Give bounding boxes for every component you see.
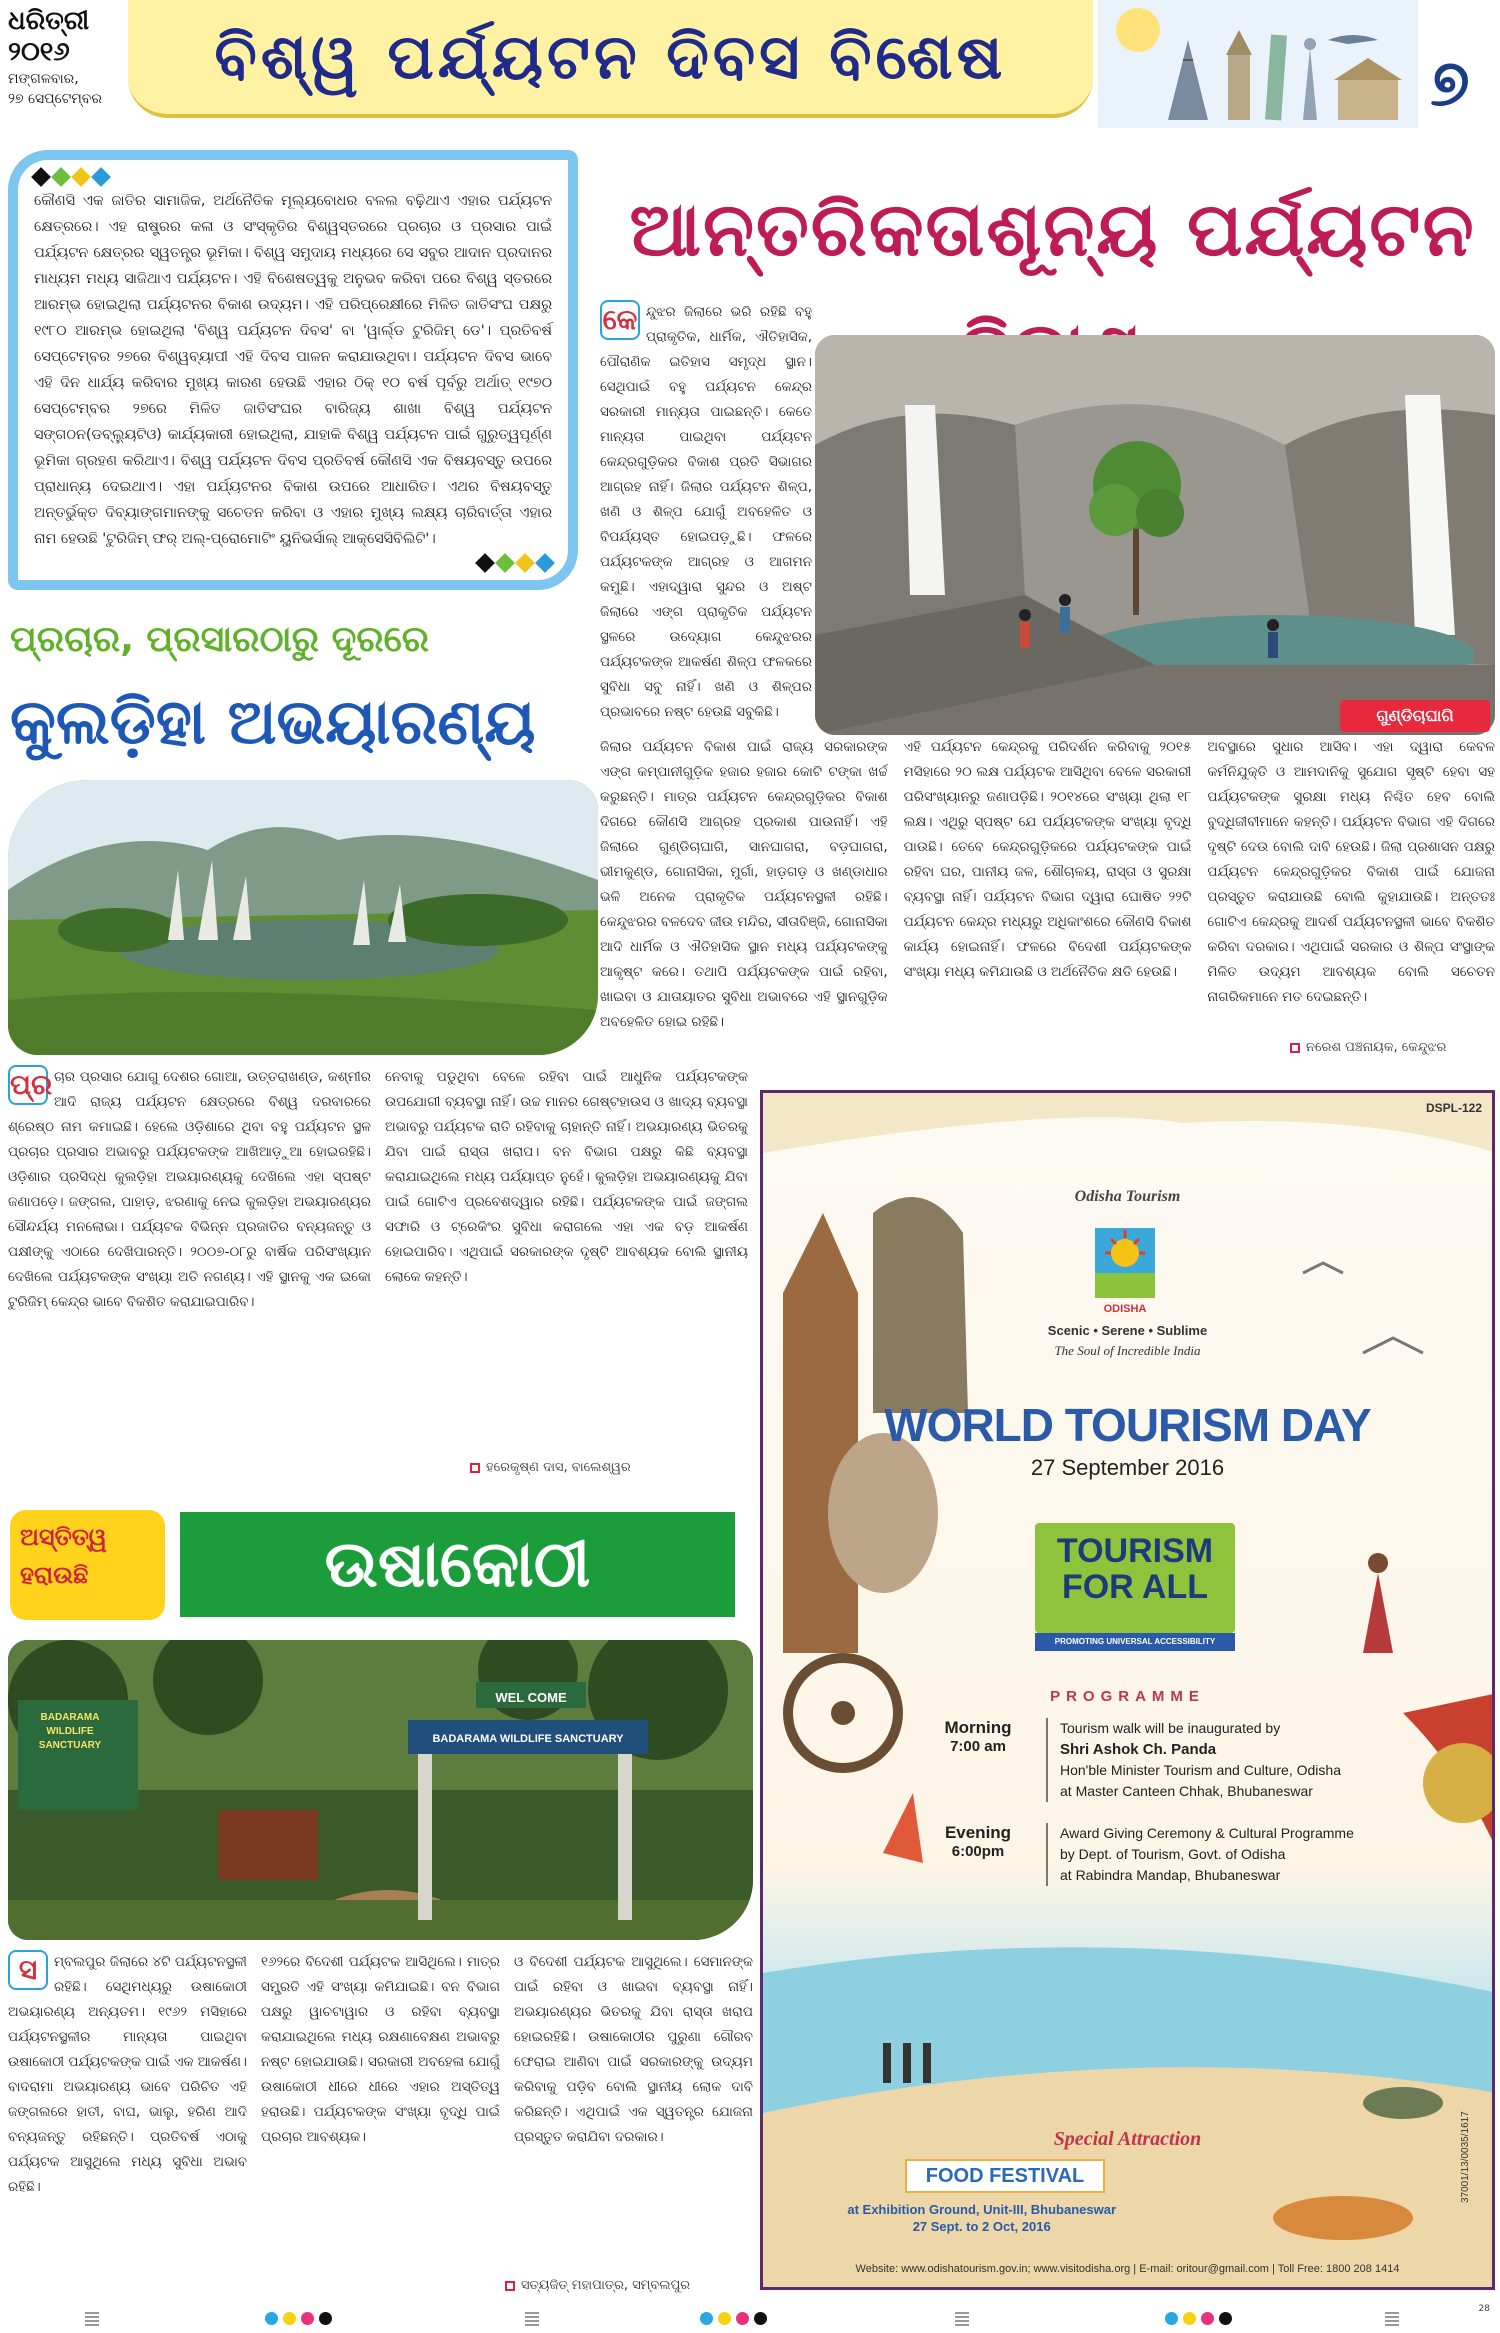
byline xyxy=(470,1460,750,1482)
byline xyxy=(1290,1040,1500,1062)
logo-wordmark: ODISHA xyxy=(1103,1303,1147,1315)
tourism-advertisement xyxy=(760,1090,1495,2290)
theme-line: FOR ALL xyxy=(1061,1568,1209,1606)
advert-date: 27 September 2016 xyxy=(1030,1455,1225,1480)
magenta-dot-icon xyxy=(736,2312,749,2325)
evening-label: Evening xyxy=(944,1823,1012,1842)
advert-brand: Odisha Tourism xyxy=(1074,1188,1181,1205)
story-column xyxy=(8,1065,371,1460)
color-registration-marks xyxy=(1165,2312,1232,2325)
theme-logo xyxy=(1035,1523,1235,1633)
morning-programme xyxy=(928,1718,1368,1802)
byline-marker-icon xyxy=(1290,1043,1300,1053)
registration-mark-icon xyxy=(1385,2312,1399,2326)
ushakothi-title: ଉଷାକୋଠୀ xyxy=(180,1512,735,1617)
byline-text: ହରେକୃଷ୍ଣ ଦାସ, ବାଲେଶ୍ୱର xyxy=(486,1460,631,1475)
evening-details xyxy=(1046,1823,1368,1886)
byline-marker-icon xyxy=(470,1463,480,1473)
story-columns xyxy=(600,735,1495,1045)
section-banner xyxy=(128,0,1093,118)
photo-caption: ଗୁଣ୍ଡିଚାଘାଗି xyxy=(1340,700,1490,732)
diamond-icon xyxy=(91,167,111,187)
yellow-dot-icon xyxy=(718,2312,731,2325)
black-dot-icon xyxy=(319,2312,332,2325)
evening-programme xyxy=(928,1823,1368,1886)
registration-mark-icon xyxy=(85,2312,99,2326)
advert-title: WORLD TOURISM DAY xyxy=(884,1399,1371,1451)
masthead-brand xyxy=(8,6,123,136)
gate-arch-sign: BADARAMA WILDLIFE SANCTUARY xyxy=(432,1733,624,1745)
page-footer xyxy=(0,2300,1500,2333)
ushakothi-tag-line: ହରାଉଛି xyxy=(20,1561,89,1589)
morning-line: Tourism walk will be inaugurated by xyxy=(1060,1720,1281,1736)
intro-ornament-top xyxy=(34,170,552,184)
byline-marker-icon xyxy=(505,2281,515,2291)
diamond-icon xyxy=(535,553,555,573)
theme-subtitle: PROMOTING UNIVERSAL ACCESSIBILITY xyxy=(1035,1633,1235,1651)
evening-line: Award Giving Ceremony & Cultural Programme xyxy=(1060,1825,1354,1841)
sanctuary-info-board: BADARAMA WILDLIFE SANCTUARY xyxy=(38,1712,102,1751)
byline-text: ସତ୍ୟଜିତ୍ ମହାପାତ୍ର, ସମ୍ବଲପୁର xyxy=(521,2278,691,2293)
morning-line: Hon'ble Minister Tourism and Culture, Odisha xyxy=(1060,1762,1341,1778)
morning-time: 7:00 am xyxy=(950,1738,1006,1755)
evening-line: at Rabindra Mandap, Bhubaneswar xyxy=(1060,1867,1281,1883)
morning-label: Morning xyxy=(944,1718,1012,1737)
intro-text: କୌଣସି ଏକ ଜାତିର ସାମାଜିକ, ଅର୍ଥନୈତିକ ମୂଲ୍ୟବୋଧର ବଳଲ ବଢ଼ିଥାଏ ଏହାର ପର୍ଯ୍ୟଟନ କ୍ଷେତ୍ରରେ। ଏହ ରାଷ୍ଟ୍ରର କଳା ଓ ସଂସ୍କୃତିର ବିଶ୍ୱସ୍ତରରେ ପ୍ରଚାର ଓ ପ୍ରସାର ପାଇଁ ପର୍ଯ୍ୟଟନ କ୍ଷେତ୍ରର ସ୍ୱତନ୍ତ୍ର ଭୂମିକା। ବିଶ୍ୱ ସମୁଦାୟ ମଧ୍ୟରେ ସେ ସବୁର ଆଦାନ ପ୍ରଦାନର ମାଧ୍ୟମ ମଧ୍ୟ ସାଜିଥାଏ ପର୍ଯ୍ୟଟନ। ଏହି ବିଶେଷତ୍ୱକୁ ଅନୁଭବ କରିବା ପରେ ବିଶ୍ୱ ସ୍ତରରେ ଆରମ୍ଭ ହୋଇଥିଲା ପର୍ଯ୍ୟଟନର ବିକାଶ ଉଦ୍ୟମ। ଏହି ପରିପ୍ରେକ୍ଷୀରେ ମିଳିତ ଜାତିସଂଘ ପକ୍ଷରୁ ୧୯୮୦ ଆରମ୍ଭ ହୋଇଥିଲା 'ବିଶ୍ୱ ପର୍ଯ୍ୟଟନ ଦିବସ' ବା 'ୱାର୍ଲ୍ଡ ଟୁରିଜିମ୍ ଡେ'। ପ୍ରତିବର୍ଷ ସେପ୍ଟେମ୍ବର ୨୭ରେ ବିଶ୍ୱବ୍ୟାପୀ ଏହି ଦିବସ ପାଳନ କରାଯାଉଥିବା। ପର୍ଯ୍ୟଟନ ଦିବସ ଭାବେ ଏହି ଦିନ ଧାର୍ଯ୍ୟ କରିବାର ମୁଖ୍ୟ କାରଣ ହେଉଛି ଏହାର ଠିକ୍ ୧୦ ବର୍ଷ ପୂର୍ବରୁ ଅର୍ଥାତ୍ ୧୯୭୦ ସେପ୍ଟେମ୍ବର ୨୭ରେ ମିଳିତ ଜାତିସଂଘର ବାରିଜ୍ୟ ଶାଖା ବିଶ୍ୱ ପର୍ଯ୍ୟଟନ ସଙ୍ଗଠନ(ଡବ୍ଲ୍ୟୁଟିଓ) କାର୍ଯ୍ୟକାରୀ ହୋଇଥିଲା, ଯାହାକି ବିଶ୍ୱ ପର୍ଯ୍ୟଟନ ପାଇଁ ଗୁରୁତ୍ୱପୂର୍ଣ୍ଣ ଭୂମିକା ଗ୍ରହଣ କରିଥାଏ। ବିଶ୍ୱ ପର୍ଯ୍ୟଟନ ଦିବସ ପ୍ରତିବର୍ଷ କୌଣସି ଏକ ବିଷୟବସ୍ତୁ ଉପରେ ପ୍ରାଧାନ୍ୟ ଦେଇଥାଏ। ଏହା ପର୍ଯ୍ୟଟନର ବିକାଶ ଉପରେ ଆଧାରିତ। ଏଥର ବିଷୟବସ୍ତୁ ଅନ୍ତର୍ଭୁକ୍ତ ଦିବ୍ୟାଙ୍ଗମାନଙ୍କୁ ସଚେତନ କରିବା ଓ ଏହାର ମୁଖ୍ୟ ଲକ୍ଷ୍ୟ ଚାରିବାର୍ତ୍ତା ଏହାର ନାମ ହେଉଛି 'ଟୁରିଜିମ୍ ଫର୍ ଅଲ୍-ପ୍ରୋମୋଟିଂ ୟୁନିଭର୍ସାଲ୍ ଆକ୍ସେସିବିଲିଟି'। xyxy=(34,193,552,547)
section-banner-title: ବିଶ୍ୱ ପର୍ଯ୍ୟଟନ ଦିବସ ବିଶେଷ xyxy=(214,20,1007,93)
magenta-dot-icon xyxy=(301,2312,314,2325)
diamond-icon xyxy=(31,167,51,187)
morning-line: at Master Canteen Chhak, Bhubaneswar xyxy=(1060,1783,1313,1799)
food-festival: FOOD FESTIVAL xyxy=(905,2159,1105,2193)
edition-year: ୨୦୧୬ xyxy=(8,37,70,67)
black-dot-icon xyxy=(754,2312,767,2325)
venue-dates: 27 Sept. to 2 Oct, 2016 xyxy=(912,2219,1051,2234)
ushakothi-tag xyxy=(10,1510,165,1620)
drop-cap: ପ୍ର xyxy=(8,1065,48,1105)
diamond-icon xyxy=(475,553,495,573)
theme-line: TOURISM xyxy=(1056,1532,1214,1570)
morning-details xyxy=(1046,1718,1368,1802)
programme-heading: PROGRAMME xyxy=(1050,1688,1205,1705)
cyan-dot-icon xyxy=(1165,2312,1178,2325)
intro-ornament-bottom xyxy=(34,556,552,570)
kuldiha-landscape-photo xyxy=(8,780,598,1055)
advert-tagline-secondary: The Soul of Incredible India xyxy=(1054,1343,1201,1358)
yellow-dot-icon xyxy=(283,2312,296,2325)
morning-guest: Shri Ashok Ch. Panda xyxy=(1060,1741,1217,1758)
story-column: ଏହି ପର୍ଯ୍ୟଟନ କେନ୍ଦ୍ରକୁ ପରିଦର୍ଶନ କରିବାକୁ ୨୦୧୫ ମସିହାରେ ୨୦ ଲକ୍ଷ ପର୍ଯ୍ୟଟକ ଆସିଥିବା ବେଳେ ସରକାରୀ ପରିସଂଖ୍ୟାନରୁ ଜଣାପଡ଼ିଛି। ୨୦୧୪ରେ ସଂଖ୍ୟା ଥିଲା ୧୮ ଲକ୍ଷ। ଏଥିରୁ ସ୍ପଷ୍ଟ ଯେ ପର୍ଯ୍ୟଟକଙ୍କ ସଂଖ୍ୟା ବୃଦ୍ଧି ପାଉଛି। ତେବେ କେନ୍ଦ୍ରଗୁଡ଼ିକରେ ପର୍ଯ୍ୟଟକଙ୍କ ପାଇଁ ରହିବା ଘର, ପାନୀୟ ଜଳ, ଶୌଚାଳୟ, ରାସ୍ତା ଓ ସୁରକ୍ଷା ବ୍ୟବସ୍ଥା ନାହିଁ। ପର୍ଯ୍ୟଟନ ବିଭାଗ ଦ୍ୱାରା ଘୋଷିତ ୨୨ଟି ପର୍ଯ୍ୟଟନ କେନ୍ଦ୍ର ମଧ୍ୟରୁ ଅଧିକାଂଶରେ କୌଣସି ବିକାଶ କାର୍ଯ୍ୟ ହୋଇନାହିଁ। ଫଳରେ ବିଦେଶୀ ପର୍ଯ୍ୟଟକଙ୍କ ସଂଖ୍ୟା ମଧ୍ୟ କମିଯାଉଛି ଓ ଅର୍ଥନୈତିକ କ୍ଷତି ହେଉଛି। xyxy=(903,739,1192,980)
edition-weekday: ମଙ୍ଗଳବାର, xyxy=(8,71,79,87)
ushakothi-story xyxy=(8,1950,753,2280)
diamond-icon xyxy=(71,167,91,187)
yellow-dot-icon xyxy=(1183,2312,1196,2325)
story-column: ନେବାକୁ ପଡୁଥିବା ବେଳେ ରହିବା ପାଇଁ ଆଧୁନିକ ପର୍ଯ୍ୟଟକଙ୍କ ଉପଯୋଗୀ ବ୍ୟବସ୍ଥା ନାହିଁ। ଉଚ୍ଚ ମାନର ଗେଷ୍ଟହାଉସ ଓ ଖାଦ୍ୟ ବ୍ୟବସ୍ଥା ଅଭାବରୁ ପର୍ଯ୍ୟଟକ ରାତି ରହିବାକୁ ଚାହାନ୍ତି ନାହିଁ। ଅଭୟାରଣ୍ୟ ଭିତରକୁ ଯିବା ପାଇଁ ରାସ୍ତା ଖରାପ। ବନ ବିଭାଗ ପକ୍ଷରୁ କିଛି ବ୍ୟବସ୍ଥା କରାଯାଇଥିଲେ ମଧ୍ୟ ପର୍ଯ୍ୟାପ୍ତ ନୁହେଁ। କୁଲଡ଼ିହା ଅଭୟାରଣ୍ୟକୁ ଯିବା ପାଇଁ ଗୋଟିଏ ପ୍ରବେଶଦ୍ୱାର ରହିଛି। ପର୍ଯ୍ୟଟକଙ୍କ ପାଇଁ ଜଙ୍ଗଲ ସଫାରି ଓ ଟ୍ରେକିଂର ସୁବିଧା କରାଗଲେ ଏହା ଏକ ବଡ଼ ଆକର୍ଷଣ ହୋଇପାରିବ। ଏଥିପାଇଁ ସରକାରଙ୍କ ଦୃଷ୍ଟି ଆବଶ୍ୟକ ବୋଲି ସ୍ଥାନୀୟ ଲୋକେ କହନ୍ତି। xyxy=(385,1069,748,1285)
kuldiha-story xyxy=(8,1065,748,1460)
story-lead-text: ନ୍ଦୁଝର ଜିଲାରେ ଭରି ରହିଛି ବହୁ ପ୍ରାକୃତିକ, ଧାର୍ମିକ, ଐତିହାସିକ, ପୌରାଣିକ ଇତିହାସ ସମୃଦ୍ଧ ସ୍ଥାନ। ସେଥିପାଇଁ ବହୁ ପର୍ଯ୍ୟଟନ କେନ୍ଦ୍ର ସରକାରୀ ମାନ୍ୟତା ପାଇଛନ୍ତି। କେତେ ମାନ୍ୟତା ପାଇଥିବା ପର୍ଯ୍ୟଟନ କେନ୍ଦ୍ରଗୁଡ଼ିକର ବିକାଶ ପ୍ରତି ସିଭାଗର ଆଗ୍ରହ ନାହିଁ। ଜିଲାର ପର୍ଯ୍ୟଟନ ଶିଳ୍ପ, ଖଣି ଓ ଶିଳ୍ପ ଯୋଗୁଁ ଅବହେଳିତ ଓ ବିପର୍ଯ୍ୟସ୍ତ ହୋଇପଡ଼ୁଛି। ଫଳରେ ପର୍ଯ୍ୟଟକଙ୍କ ଆଗ୍ରହ ଓ ଆଗମନ କମୁଛି। ଏହାଦ୍ୱାରା ସୁନ୍ଦର ଓ ଅଷ୍ଟ ଜିଲାରେ ଏଙ୍ଗ ପ୍ରାକୃତିକ ପର୍ଯ୍ୟଟନ ସ୍ଥଳରେ ଉଦ୍ୟୋଗ କେନ୍ଦୁଝରର ପର୍ଯ୍ୟଟକଙ୍କ ଆକର୍ଷଣ ଶିଳ୍ପ ଫଳକରେ ସୁବିଧା ସବୁ ନାହିଁ। ଖଣି ଓ ଶିଳ୍ପର ପ୍ରଭାବରେ ନଷ୍ଟ ହେଉଛି ସବୁକିଛି। xyxy=(600,304,812,720)
morning-slot xyxy=(928,1718,1028,1802)
advert-tagline: Scenic • Serene • Sublime xyxy=(1047,1323,1208,1338)
story-headline: ଆନ୍ତରିକତାଶୂନ୍ୟ ପର୍ଯ୍ୟଟନ xyxy=(629,187,1476,273)
story-column: ୧୬୨ରେ ବିଦେଶୀ ପର୍ଯ୍ୟଟକ ଆସିଥିଲେ। ମାତ୍ର ସମ୍ପ୍ରତି ଏହି ସଂଖ୍ୟା କମିଯାଇଛି। ବନ ବିଭାଗ ପକ୍ଷରୁ ୱାଚଟାୱାର ଓ ରହିବା ବ୍ୟବସ୍ଥା କରାଯାଇଥିଲେ ମଧ୍ୟ ରକ୍ଷଣାବେକ୍ଷଣ ଅଭାବରୁ ନଷ୍ଟ ହୋଇଯାଉଛି। ସରକାରୀ ଅବହେଳା ଯୋଗୁଁ ଉଷାକୋଠୀ ଧୀରେ ଧୀରେ ଏହାର ଅସ୍ତିତ୍ୱ ହରାଉଛି। ପର୍ଯ୍ୟଟକଙ୍କ ସଂଖ୍ୟା ବୃଦ୍ଧି ପାଇଁ ପ୍ରଚାର ଆବଶ୍ୟକ। xyxy=(261,1954,500,2145)
cyan-dot-icon xyxy=(265,2312,278,2325)
black-dot-icon xyxy=(1219,2312,1232,2325)
paper-name: ଧରିତ୍ରୀ xyxy=(8,6,90,36)
story-column-text: ମ୍ବଲପୁର ଜିଲାରେ ୪ଟି ପର୍ଯ୍ୟଟନସ୍ଥଳୀ ରହିଛି। ସେଥିମଧ୍ୟରୁ ଉଷାକୋଠୀ ଅଭୟାରଣ୍ୟ ଅନ୍ୟତମ। ୧୯୬୨ ମସିହାରେ ପର୍ଯ୍ୟଟନସ୍ଥଳୀର ମାନ୍ୟତା ପାଇଥିବା ଉଷାକୋଠୀ ପର୍ଯ୍ୟଟକଙ୍କ ପାଇଁ ଏକ ଆକର୍ଷଣ। ବାଦରାମା ଅଭୟାରଣ୍ୟ ଭାବେ ପରିଚିତ ଏହି ଜଙ୍ଗଲରେ ହାତୀ, ବାଘ, ଭାଲୁ, ହରିଣ ଆଦି ବନ୍ୟଜନ୍ତୁ ରହିଛନ୍ତି। ପ୍ରତିବର୍ଷ ଏଠାକୁ ପର୍ଯ୍ୟଟକ ଆସୁଥିଲେ ମଧ୍ୟ ସୁବିଧା ଅଭାବ ରହିଛି। xyxy=(8,1954,247,2195)
byline xyxy=(505,2278,755,2300)
diamond-icon xyxy=(51,167,71,187)
story-column-text: ଚାର ପ୍ରସାର ଯୋଗୁ ଦେଶର ଗୋଆ, ଉତ୍ତରାଖଣ୍ଡ, କଶ୍ମୀର ଆଦି ରାଜ୍ୟ ପର୍ଯ୍ୟଟନ କ୍ଷେତ୍ରରେ ବିଶ୍ୱ ଦରବାରରେ ଶ୍ରେଷ୍ଠ ନାମ କମାଇଛି। ହେଲେ ଓଡ଼ିଶାରେ ଥିବା ବହୁ ପର୍ଯ୍ୟଟନ ସ୍ଥଳ ପ୍ରଚାର ପ୍ରସାର ଅଭାବରୁ ପର୍ଯ୍ୟଟକଙ୍କ ଆଖିଆଡ଼ୁଆ ହୋଇରହିଛି। ଓଡ଼ିଶାର ପ୍ରସିଦ୍ଧ କୁଲଡ଼ିହା ଅଭୟାରଣ୍ୟକୁ ଦେଖିଲେ ଏହା ସ୍ପଷ୍ଟ ଜଣାପଡ଼େ। ଜଙ୍ଗଲ, ପାହାଡ଼, ଝରଣାକୁ ନେଇ କୁଲଡ଼ିହା ଅଭୟାରଣ୍ୟର ସୌନ୍ଦର୍ଯ୍ୟ ମନଲୋଭା। ପର୍ଯ୍ୟଟକ ବିଭିନ୍ନ ପ୍ରଜାତିର ବନ୍ୟଜନ୍ତୁ ଓ ପକ୍ଷୀଙ୍କୁ ଏଠାରେ ଦେଖିପାରନ୍ତି। ୨୦୦୭-୦୮ରୁ ବାର୍ଷିକ ପରିସଂଖ୍ୟାନ ଦେଖିଲେ ପର୍ଯ୍ୟଟକଙ୍କ ସଂଖ୍ୟା ଅତି ନଗଣ୍ୟ। ଏହି ସ୍ଥାନକୁ ଏକ ଇକୋ ଟୁରିଜିମ୍ କେନ୍ଦ୍ର ଭାବେ ବିକଶିତ କରାଯାଇପାରିବ। xyxy=(8,1069,371,1310)
venue-line: at Exhibition Ground, Unit-III, Bhubaneswar xyxy=(847,2202,1117,2217)
diamond-icon xyxy=(515,553,535,573)
food-festival-venue xyxy=(763,2201,1200,2235)
gate-arch-top-sign: WEL COME xyxy=(495,1690,567,1705)
masthead xyxy=(0,0,1500,140)
edition-date: ୨୭ ସେପ୍ଟେମ୍ବର xyxy=(8,91,102,107)
story-lead xyxy=(600,300,812,720)
advert-contact: Website: www.odishatourism.gov.in; www.visitodisha.org | E-mail: oritour@gmail.com | Toll Free: 1800 208 1414 xyxy=(855,2263,1400,2275)
odisha-tourism-logo xyxy=(1080,1218,1170,1318)
kuldiha-subtitle: ପ୍ରଚାର, ପ୍ରସାରଠାରୁ ଦୂରରେ xyxy=(10,619,430,660)
evening-time: 6:00pm xyxy=(951,1843,1005,1860)
cyan-dot-icon xyxy=(700,2312,713,2325)
story-column: ଅବସ୍ଥାରେ ସୁଧାର ଆସିବ। ଏହା ଦ୍ୱାରା କେବଳ କର୍ମନିଯୁକ୍ତି ଓ ଆମଦାନିକୁ ସୁଯୋଗ ସୃଷ୍ଟି ହେବା ସହ ପର୍ଯ୍ୟଟକଙ୍କ ସୁରକ୍ଷା ମଧ୍ୟ ନିଶ୍ଚିତ ହେବ ବୋଲି ବୁଦ୍ଧିଜୀବୀମାନେ କହନ୍ତି। ପର୍ଯ୍ୟଟନ ବିଭାଗ ଏହି ଦିଗରେ ଦୃଷ୍ଟି ଦେଉ ବୋଲି ଦାବି ହେଉଛି। ଜିଲା ପ୍ରଶାସନ ପକ୍ଷରୁ ପର୍ଯ୍ୟଟନ କେନ୍ଦ୍ରଗୁଡ଼ିକର ବିକାଶ ପାଇଁ ଯୋଜନା ପ୍ରସ୍ତୁତ କରାଯାଉଛି ବୋଲି କୁହାଯାଉଛି। ଅନ୍ତତଃ ଗୋଟିଏ କେନ୍ଦ୍ରକୁ ଆଦର୍ଶ ପର୍ଯ୍ୟଟନସ୍ଥଳୀ ଭାବେ ବିକଶିତ କରିବା ଦରକାର। ଏଥିପାଇଁ ସରକାର ଓ ଶିଳ୍ପ ସଂସ୍ଥାଙ୍କ ମିଳିତ ଉଦ୍ୟମ ଆବଶ୍ୟକ ବୋଲି ସଚେତନ ନାଗରିକମାନେ ମତ ଦେଇଛନ୍ତି। xyxy=(1207,739,1496,1005)
intro-box xyxy=(8,150,578,590)
color-registration-marks xyxy=(700,2312,767,2325)
advert-code: DSPL-122 xyxy=(1425,1101,1482,1115)
color-registration-marks xyxy=(265,2312,332,2325)
registration-mark-icon xyxy=(955,2312,969,2326)
registration-mark-icon xyxy=(525,2312,539,2326)
drop-cap: ସ xyxy=(8,1950,48,1990)
magenta-dot-icon xyxy=(1201,2312,1214,2325)
byline-text: ନରେଶ ପଞ୍ଚନାୟକ, କେନ୍ଦୁଝର xyxy=(1306,1040,1447,1055)
drop-cap: କେ xyxy=(600,300,640,340)
waterfall-photo xyxy=(815,335,1495,735)
special-attraction: Special Attraction xyxy=(1053,2128,1202,2150)
story-column: ଓ ବିଦେଶୀ ପର୍ଯ୍ୟଟକ ଆସୁଥିଲେ। ସେମାନଙ୍କ ପାଇଁ ରହିବା ଓ ଖାଇବା ବ୍ୟବସ୍ଥା ନାହିଁ। ଅଭୟାରଣ୍ୟର ଭିତରକୁ ଯିବା ରାସ୍ତା ଖରାପ ହୋଇରହିଛି। ଉଷାକୋଠୀର ପୁରୁଣା ଗୌରବ ଫେରାଇ ଆଣିବା ପାଇଁ ସରକାରଙ୍କୁ ଉଦ୍ୟମ କରିବାକୁ ପଡ଼ିବ ବୋଲି ସ୍ଥାନୀୟ ଲୋକ ଦାବି କରିଛନ୍ତି। ଏଥିପାଇଁ ଏକ ସ୍ୱତନ୍ତ୍ର ଯୋଜନା ପ୍ରସ୍ତୁତ କରାଯିବା ଦରକାର। xyxy=(514,1954,753,2145)
page-code: 28 xyxy=(1478,2304,1490,2314)
page-number: ୭ xyxy=(1430,46,1470,121)
diamond-icon xyxy=(495,553,515,573)
story-column: ଜିଲାର ପର୍ଯ୍ୟଟନ ବିକାଶ ପାଇଁ ରାଜ୍ୟ ସରକାରଙ୍କ ଏଙ୍ଗ କମ୍ପାନୀଗୁଡ଼ିକ ହଜାର ହଜାର କୋଟି ଟଙ୍କା ଖର୍ଚ୍ଚ କରୁଛନ୍ତି। ମାତ୍ର ପର୍ଯ୍ୟଟନ କେନ୍ଦ୍ରଗୁଡ଼ିକର ବିକାଶ ଦିଗରେ କୌଣସି ଆଗ୍ରହ ପ୍ରକାଶ ପାଉନାହିଁ। ଏହି ଜିଲାରେ ଗୁଣ୍ଡିଚାଘାଗି, ସାନଘାଗରା, ବଡ଼ଘାଗରା, ଭୀମକୁଣ୍ଡ, ଗୋନାସିକା, ମୁର୍ଗା, ହାଡ଼ଗଡ଼ ଓ ଖଣ୍ଡାଧାର ଭଳି ଅନେକ ପ୍ରାକୃତିକ ପର୍ଯ୍ୟଟନସ୍ଥଳୀ ରହିଛି। କେନ୍ଦୁଝରର ବଳଦେବ ଜୀଉ ମନ୍ଦିର, ସୀତାବିଞ୍ଜି, ଗୋନାସିକା ଆଦି ଧାର୍ମିକ ଓ ଐତିହାସିକ ସ୍ଥାନ ମଧ୍ୟ ପର୍ଯ୍ୟଟକଙ୍କୁ ଆକୃଷ୍ଟ କରେ। ତଥାପି ପର୍ଯ୍ୟଟକଙ୍କ ପାଇଁ ରହିବା, ଖାଇବା ଓ ଯାତାୟାତର ସୁବିଧା ଅଭାବରେ ଏହି ସ୍ଥାନଗୁଡ଼ିକ ଅବହେଳିତ ହୋଇ ରହିଛି। xyxy=(600,739,888,1030)
evening-line: by Dept. of Tourism, Govt. of Odisha xyxy=(1060,1846,1286,1862)
kuldiha-title: କୁଲଡ଼ିହା ଅଭୟାରଣ୍ୟ xyxy=(10,685,536,758)
evening-slot xyxy=(928,1823,1028,1886)
story-column xyxy=(8,1950,247,2280)
ushakothi-tag-line: ଅସ୍ତିତ୍ୱ xyxy=(20,1523,107,1551)
advert-registration-code: 37001/13/0035/1617 xyxy=(1460,2111,1471,2203)
world-landmarks-illustration xyxy=(1098,0,1418,128)
